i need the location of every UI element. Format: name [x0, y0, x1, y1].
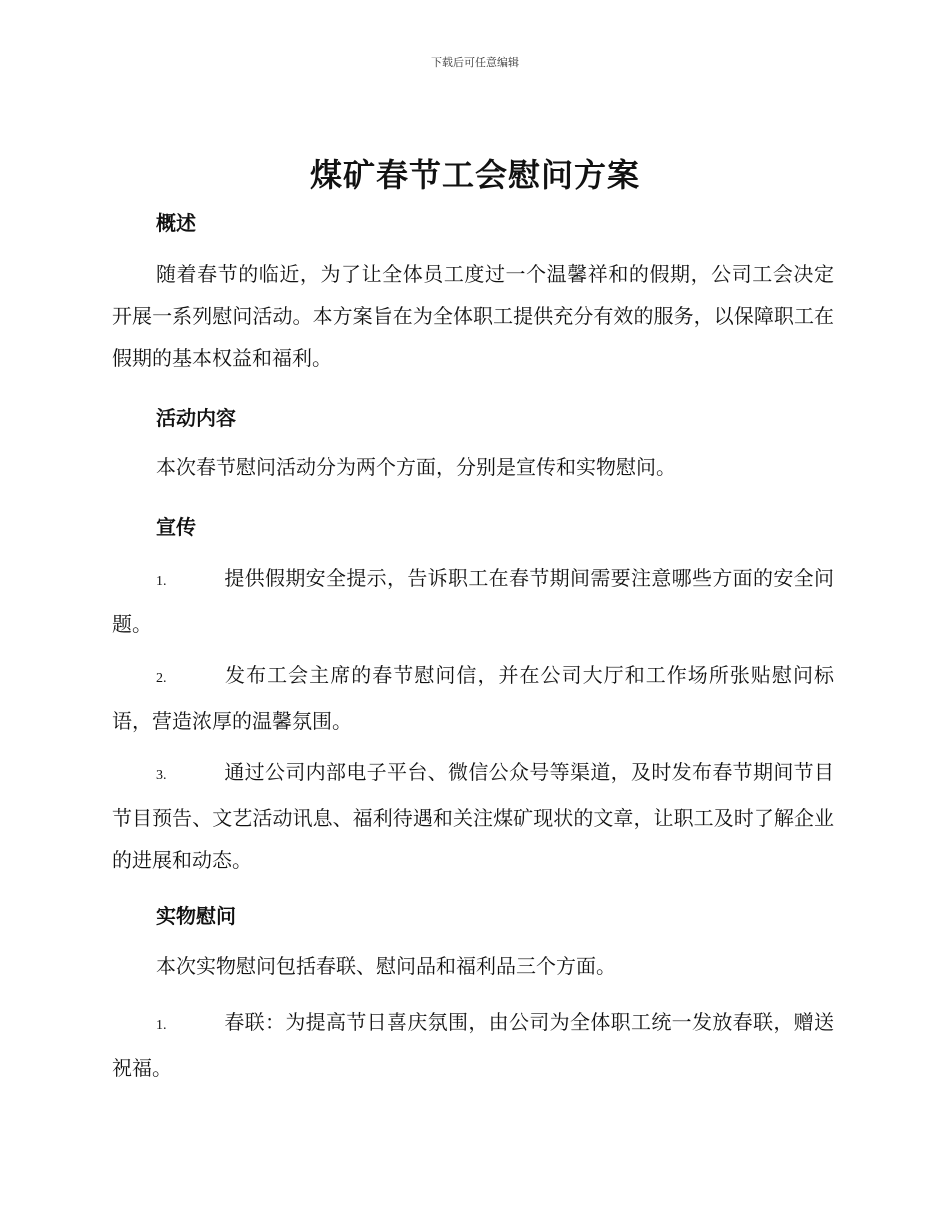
paragraph-activity-content: 本次春节慰问活动分为两个方面，分别是宣传和实物慰问。	[156, 455, 676, 479]
paragraph-overview: 随着春节的临近，为了让全体员工度过一个温馨祥和的假期，公司工会决定开展一系列慰问活动。本方案旨在为全体职工提供充分有效的服务，以保障职工在假期的基本权益和福利。	[112, 262, 834, 370]
list-text: 发布工会主席的春节慰问信，并在公司大厅和工作场所张贴慰问标语，营造浓厚的温馨氛围。	[112, 663, 834, 733]
heading-publicity: 宣传	[156, 515, 196, 539]
list-item-publicity-3	[112, 751, 834, 881]
list-item-publicity-1	[112, 557, 834, 645]
paragraph-material-condolence: 本次实物慰问包括春联、慰问品和福利品三个方面。	[156, 954, 616, 978]
list-text: 通过公司内部电子平台、微信公众号等渠道，及时发布春节期间节目节目预告、文艺活动讯息、福利待遇和关注煤矿现状的文章，让职工及时了解企业的进展和动态。	[112, 760, 834, 872]
heading-material-condolence: 实物慰问	[156, 904, 236, 928]
list-number: 2.	[156, 671, 167, 686]
heading-activity-content: 活动内容	[156, 406, 236, 430]
list-number: 1.	[156, 574, 167, 589]
list-number: 1.	[156, 1018, 167, 1033]
list-item-material-1	[112, 1001, 834, 1089]
list-number: 3.	[156, 768, 167, 783]
header-note: 下载后可任意编辑	[431, 56, 519, 69]
list-text: 春联：为提高节日喜庆氛围，由公司为全体职工统一发放春联，赠送祝福。	[112, 1010, 834, 1080]
document-title: 煤矿春节工会慰问方案	[309, 156, 640, 194]
list-text: 提供假期安全提示，告诉职工在春节期间需要注意哪些方面的安全问题。	[112, 566, 834, 636]
heading-overview: 概述	[156, 211, 196, 235]
list-item-publicity-2	[112, 654, 834, 742]
